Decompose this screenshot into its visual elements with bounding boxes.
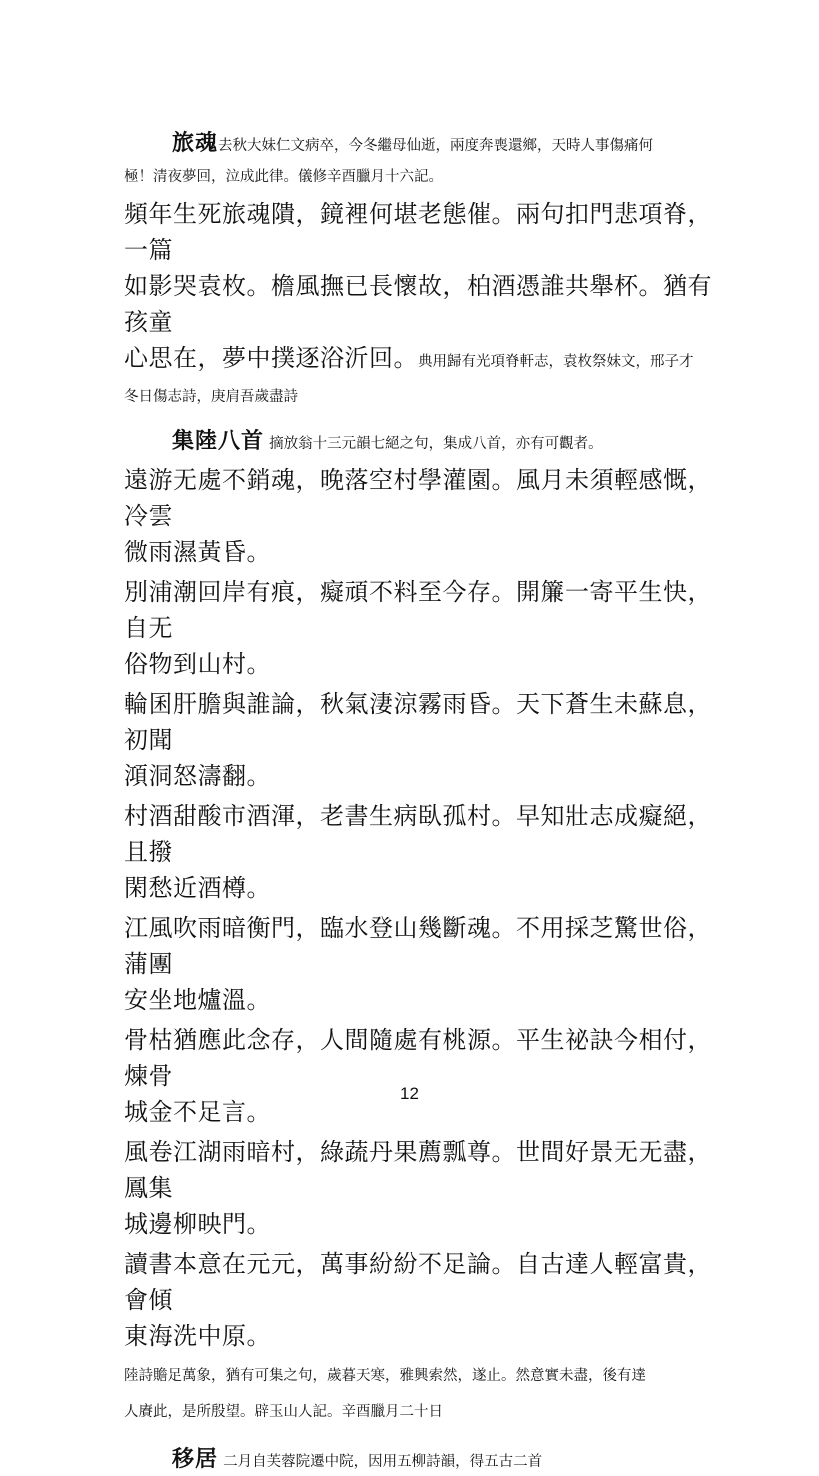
poem-line: 遠游无處不銷魂，晚落空村學灌園。風月未須輕感慨，冷雲 — [124, 466, 712, 530]
quatrain — [124, 1246, 724, 1354]
poem-line: 微雨濕黃昏。 — [124, 538, 271, 566]
section-heading-ji-lu — [124, 424, 724, 458]
poem-preface-continued: 極！清夜夢回，泣成此律。儀修辛酉臘月十六記。 — [124, 169, 443, 185]
quatrain — [124, 1134, 724, 1242]
poem-line: 風卷江湖雨暗村，綠蔬丹果薦瓢尊。世間好景无无盡，鳳集 — [124, 1138, 712, 1202]
poem-line: 閑愁近酒樽。 — [124, 874, 271, 902]
poem-line: 俗物到山村。 — [124, 650, 271, 678]
poem-line: 頻年生死旅魂隤，鏡裡何堪老態催。兩句扣門悲項脊，一篇 — [124, 200, 712, 264]
poem-line: 城邊柳映門。 — [124, 1210, 271, 1238]
quatrain — [124, 910, 724, 1018]
allusion-note: 典用歸有光項脊軒志，袁枚祭妹文，邢子才 — [418, 354, 694, 370]
poem-line: 東海洗中原。 — [124, 1322, 271, 1350]
poem-preface: 摘放翁十三元韻七絕之句，集成八首，亦有可觀者。 — [269, 436, 603, 452]
poem-line: 村酒甜酸市酒渾，老書生病臥孤村。早知壯志成癡絕，且撥 — [124, 802, 712, 866]
page-number: 12 — [400, 1084, 419, 1103]
poem-title: 移居 — [172, 1446, 219, 1472]
section-heading-lu-hun — [124, 126, 724, 160]
poem-preface: 去秋大妹仁文病卒，今冬繼母仙逝，兩度奔喪還鄉，天時人事傷痛何 — [218, 138, 654, 154]
poem-line: 讀書本意在元元，萬事紛紛不足論。自古達人輕富貴，會傾 — [124, 1250, 712, 1314]
poem-line: 別浦潮回岸有痕，癡頑不料至今存。開簾一寄平生快，自无 — [124, 578, 712, 642]
poem-line: 輪囷肝膽與誰論，秋氣淒涼霧雨昏。天下蒼生未蘇息，初聞 — [124, 690, 712, 754]
poem-line: 城金不足言。 — [124, 1098, 271, 1126]
quatrain — [124, 686, 724, 794]
poem-line — [124, 340, 724, 380]
poem-line: 江風吹雨暗衡門，臨水登山幾斷魂。不用採芝驚世俗，蒲團 — [124, 914, 712, 978]
allusion-note-continued: 冬日傷志詩，庚肩吾歲盡詩 — [124, 389, 298, 405]
quatrain — [124, 1022, 724, 1130]
quatrain — [124, 462, 724, 570]
poem-title: 旅魂 — [172, 130, 219, 156]
poem-title: 集陸八首 — [172, 428, 265, 454]
poem-line: 如影哭袁枚。檐風撫已長懷故，柏酒憑誰共舉杯。猶有孩童 — [124, 272, 712, 336]
poem-line: 澒洞怒濤翻。 — [124, 762, 271, 790]
quatrain — [124, 574, 724, 682]
poem-preface: 二月自芙蓉院遷中院，因用五柳詩韻，得五古二首 — [223, 1454, 543, 1470]
poem-line: 安坐地爐溫。 — [124, 986, 271, 1014]
poem-line: 骨枯猶應此念存，人間隨處有桃源。平生祕訣今相付，煉骨 — [124, 1026, 712, 1090]
page-content — [124, 126, 724, 1476]
section-heading-yi-ju — [124, 1442, 724, 1476]
poem-line-text: 心思在，夢中撲逐浴沂回。 — [124, 344, 418, 372]
poem-group — [124, 462, 724, 1354]
closing-note — [124, 1358, 724, 1430]
closing-note-line: 陸詩贍足萬象，猶有可集之句，歲暮天寒，雅興索然，遂止。然意實未盡，後有達 — [124, 1368, 646, 1384]
poem-body — [124, 196, 724, 414]
quatrain — [124, 798, 724, 906]
closing-note-line: 人賡此，是所殷望。辟玉山人記。辛酉臘月二十日 — [124, 1404, 443, 1420]
